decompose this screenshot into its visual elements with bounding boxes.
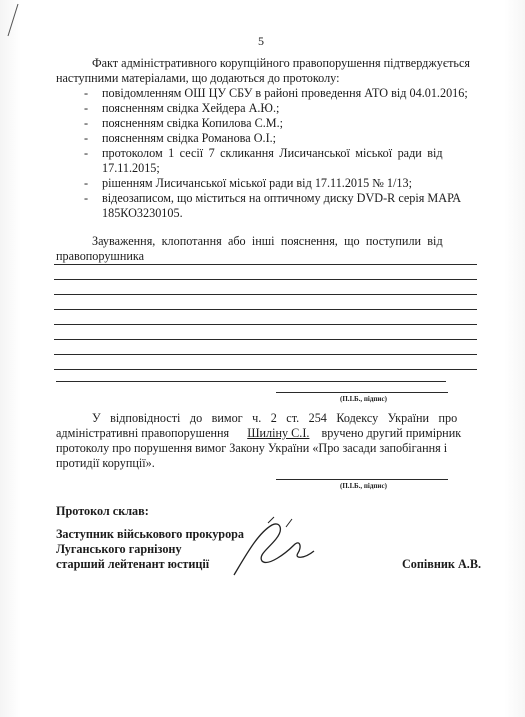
page-corner-mark — [0, 0, 30, 40]
official-position-line-3: старший лейтенант юстиції — [56, 557, 210, 571]
list-item: протоколом 1 сесії 7 скликання Лисичанської міської ради від — [102, 146, 443, 160]
remarks-label-line-2: правопорушника — [56, 249, 145, 263]
notice-line-4: протидії корупції». — [56, 456, 155, 470]
list-item-continuation: 185КО3230105. — [102, 206, 183, 220]
signature-caption: (П.І.Б., підпис) — [340, 482, 387, 490]
list-bullet: - — [84, 101, 89, 115]
notice-text: вручено другий примірник — [321, 426, 462, 440]
blank-line — [54, 294, 477, 295]
handwritten-signature — [228, 515, 338, 585]
list-bullet: - — [84, 116, 89, 130]
blank-line — [54, 309, 477, 310]
list-bullet: - — [84, 131, 89, 145]
list-bullet: - — [84, 146, 89, 160]
list-bullet: - — [84, 176, 89, 190]
list-item: поясненням свідка Романова О.І.; — [102, 131, 277, 145]
blank-line — [56, 381, 446, 382]
list-item: рішенням Лисичанської міської ради від 17.11.2015 № 1/13; — [102, 176, 412, 190]
list-item-continuation: 17.11.2015; — [102, 161, 160, 175]
fact-intro-line-2: наступними матеріалами, що додаються до протоколу: — [56, 71, 340, 85]
notice-line-2 — [56, 426, 461, 440]
fact-intro-line-1: Факт адміністративного корупційного правопорушення підтверджується — [92, 56, 470, 70]
list-item: поясненням свідка Хейдера А.Ю.; — [102, 101, 280, 115]
signer-name: Сопівник А.В. — [402, 557, 482, 571]
notice-line-1: У відповідності до вимог ч. 2 ст. 254 Кодексу України про — [92, 411, 458, 425]
blank-line — [54, 264, 477, 265]
offender-name: Шиліну С.І. — [247, 426, 310, 440]
blank-line — [54, 369, 477, 370]
signature-line — [276, 479, 448, 480]
official-position-line-2: Луганського гарнізону — [56, 542, 182, 556]
list-item: повідомленням ОШ ЦУ СБУ в районі проведення АТО від 04.01.2016; — [102, 86, 468, 100]
page-number: 5 — [258, 34, 264, 48]
blank-line — [54, 354, 477, 355]
list-bullet: - — [84, 86, 89, 100]
official-position-line-1: Заступник військового прокурора — [56, 527, 245, 541]
signature-line — [276, 392, 448, 393]
notice-line-3: протоколу про порушення вимог Закону України «Про засади запобігання і — [56, 441, 448, 455]
compiled-by-label: Протокол склав: — [56, 504, 149, 518]
blank-line — [54, 339, 477, 340]
blank-line — [54, 324, 477, 325]
list-item: поясненням свідка Копилова С.М.; — [102, 116, 284, 130]
list-item: відеозаписом, що міститься на оптичному диску DVD-R серія МАРА — [102, 191, 462, 205]
signature-caption: (П.І.Б., підпис) — [340, 395, 387, 403]
blank-line — [54, 279, 477, 280]
remarks-label-line-1: Зауваження, клопотання або інші пояснення, що поступили від — [92, 234, 443, 248]
notice-text: адміністративні правопорушення — [56, 426, 230, 440]
list-bullet: - — [84, 191, 89, 205]
